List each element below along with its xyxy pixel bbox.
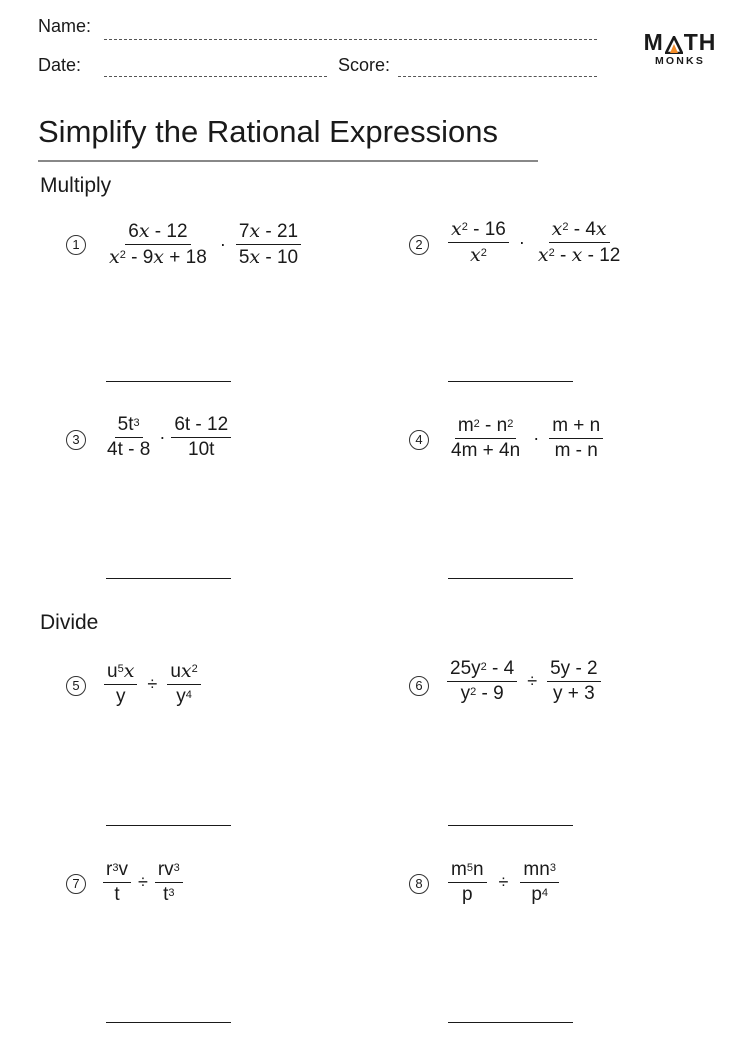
denominator: 10t bbox=[188, 439, 215, 460]
numerator: m + n bbox=[549, 415, 603, 439]
logo-triangle-icon bbox=[665, 36, 683, 54]
answer-line-1[interactable] bbox=[106, 381, 231, 382]
answer-line-6[interactable] bbox=[448, 825, 573, 826]
date-field[interactable] bbox=[104, 76, 327, 77]
title-underline bbox=[38, 160, 538, 162]
problem-expression-8 bbox=[446, 859, 561, 906]
problem-expression-2 bbox=[446, 218, 625, 267]
problem-number-2: 2 bbox=[409, 235, 429, 255]
numerator: $u^5x$ bbox=[104, 660, 137, 685]
denominator: 5x - 10 bbox=[238, 246, 299, 268]
fraction bbox=[448, 218, 509, 267]
problem-expression-3 bbox=[102, 414, 233, 461]
problem-number-4: 4 bbox=[409, 430, 429, 450]
numerator: $mn^3$ bbox=[520, 859, 559, 883]
numerator: $5t^3$ bbox=[115, 414, 143, 438]
name-field[interactable] bbox=[104, 39, 597, 40]
logo-main-text: M TH bbox=[643, 29, 717, 55]
problem-expression-6 bbox=[445, 658, 603, 705]
operator: ÷ bbox=[137, 872, 148, 892]
numerator: $x^2 - 16$ bbox=[448, 218, 509, 243]
answer-line-2[interactable] bbox=[448, 381, 573, 382]
fraction bbox=[167, 660, 200, 708]
fraction bbox=[547, 658, 601, 705]
numerator: $25y^2 - 4$ bbox=[447, 658, 517, 682]
denominator: 4t - 8 bbox=[107, 439, 151, 460]
problem-expression-4 bbox=[446, 415, 605, 462]
operator: · bbox=[518, 232, 525, 252]
fraction bbox=[447, 658, 517, 705]
numerator: $ux^2$ bbox=[167, 660, 200, 685]
denominator: m - n bbox=[554, 440, 598, 461]
fraction bbox=[106, 220, 210, 269]
fraction bbox=[448, 859, 487, 906]
numerator: 5y - 2 bbox=[547, 658, 601, 682]
operator: ÷ bbox=[527, 671, 538, 691]
fraction bbox=[104, 660, 137, 708]
answer-line-7[interactable] bbox=[106, 1022, 231, 1023]
problem-number-3: 3 bbox=[66, 430, 86, 450]
section-multiply: Multiply bbox=[40, 174, 112, 197]
denominator: 4m + 4n bbox=[451, 440, 521, 461]
score-label: Score: bbox=[338, 55, 391, 75]
answer-line-5[interactable] bbox=[106, 825, 231, 826]
operator: · bbox=[219, 234, 226, 254]
problem-expression-1 bbox=[104, 220, 303, 269]
numerator: 6x - 12 bbox=[125, 220, 190, 245]
problem-number-6: 6 bbox=[409, 676, 429, 696]
numerator: $rv^3$ bbox=[155, 859, 183, 883]
fraction bbox=[549, 415, 603, 462]
denominator: y + 3 bbox=[553, 683, 595, 704]
denominator: y bbox=[115, 686, 126, 707]
problem-expression-5 bbox=[102, 660, 203, 708]
page-title: Simplify the Rational Expressions bbox=[38, 114, 499, 149]
fraction bbox=[448, 415, 523, 462]
fraction bbox=[104, 414, 153, 461]
operator: · bbox=[533, 428, 540, 448]
answer-line-8[interactable] bbox=[448, 1022, 573, 1023]
operator: ÷ bbox=[498, 872, 509, 892]
fraction bbox=[520, 859, 559, 906]
numerator: 7x - 21 bbox=[236, 220, 301, 245]
fraction bbox=[103, 859, 131, 906]
denominator: t bbox=[114, 884, 120, 905]
numerator: $r^3v$ bbox=[103, 859, 131, 883]
denominator: $y^2 - 9$ bbox=[460, 683, 504, 704]
numerator: 6t - 12 bbox=[171, 414, 231, 438]
operator: ÷ bbox=[147, 673, 158, 694]
name-label: Name: bbox=[38, 16, 92, 36]
problem-number-8: 8 bbox=[409, 874, 429, 894]
denominator: p bbox=[461, 884, 473, 905]
problem-expression-7 bbox=[101, 859, 185, 906]
denominator: $x^2$ - x - 12 bbox=[537, 244, 621, 266]
denominator: $y^4$ bbox=[176, 686, 192, 707]
numerator: $x^2 - 4x$ bbox=[549, 218, 610, 243]
fraction bbox=[171, 414, 231, 461]
problem-number-5: 5 bbox=[66, 676, 86, 696]
problem-number-7: 7 bbox=[66, 874, 86, 894]
fraction bbox=[535, 218, 623, 267]
date-label: Date: bbox=[38, 55, 82, 75]
operator: · bbox=[159, 427, 166, 447]
problem-number-1: 1 bbox=[66, 235, 86, 255]
answer-line-3[interactable] bbox=[106, 578, 231, 579]
numerator: $m^5n$ bbox=[448, 859, 487, 883]
section-divide: Divide bbox=[40, 611, 99, 634]
denominator: $t^3$ bbox=[163, 884, 175, 905]
denominator: $x^2 - 9x + 18$ bbox=[109, 246, 207, 268]
fraction bbox=[155, 859, 183, 906]
logo-sub-text: MONKS bbox=[654, 55, 706, 67]
fraction bbox=[236, 220, 301, 269]
denominator: $p^4$ bbox=[531, 884, 549, 905]
answer-line-4[interactable] bbox=[448, 578, 573, 579]
math-monks-logo bbox=[640, 30, 720, 67]
score-field[interactable] bbox=[398, 76, 597, 77]
numerator: $m^2 - n^2$ bbox=[455, 415, 517, 439]
denominator: $x^2$ bbox=[470, 244, 487, 266]
